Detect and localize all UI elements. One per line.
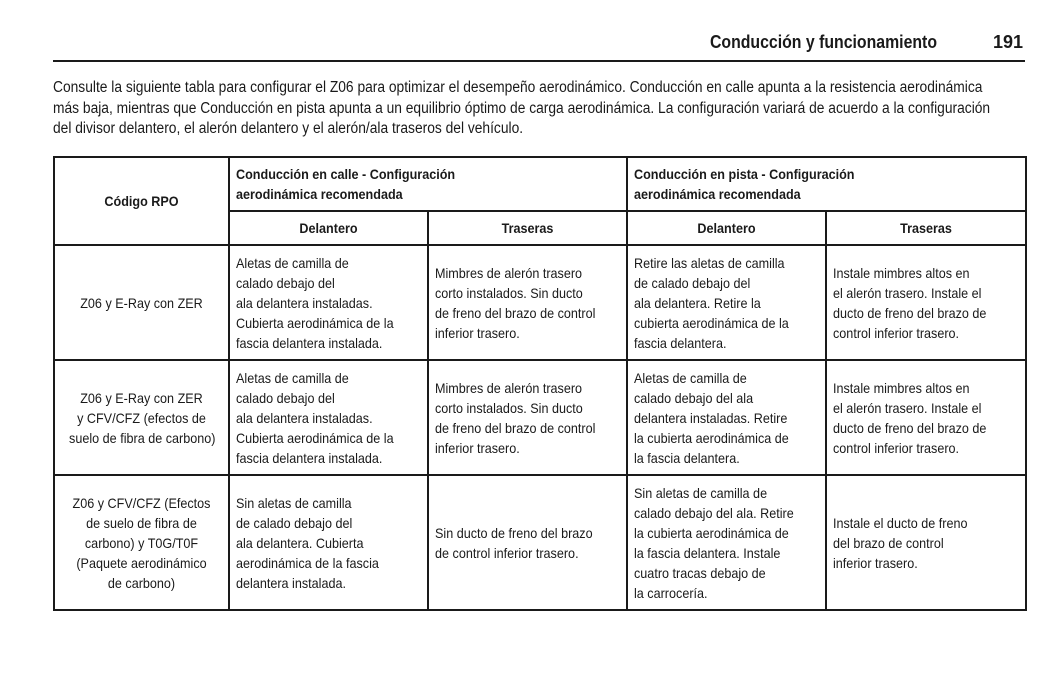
section-title: Conducción y funcionamiento	[709, 32, 937, 52]
track-header: Conducción en pista - Configuración aerodinámica recomendada	[627, 157, 1026, 211]
street-front-header: Delantero	[229, 211, 428, 245]
table-row	[54, 475, 1026, 610]
track-rear-cell: Instale el ducto de freno del brazo de control inferior trasero.	[826, 475, 1026, 610]
track-front-header: Delantero	[627, 211, 826, 245]
rpo-cell: Z06 y E-Ray con ZER	[54, 245, 229, 360]
table-row	[54, 245, 1026, 360]
intro-line: más baja, mientras que Conducción en pista apunta a un equilibrio óptimo de carga aerodinámica. La configuración variará de acuerdo a la configuración	[53, 99, 991, 117]
page-number: 191	[992, 32, 1023, 52]
street-header: Conducción en calle - Configuración aerodinámica recomendada	[229, 157, 627, 211]
track-front-cell: Aletas de camilla de calado debajo del ala delantera instaladas. Retire la cubierta aerodinámica de la fascia delantera.	[627, 360, 826, 475]
street-front-cell: Sin aletas de camilla de calado debajo del ala delantera. Cubierta aerodinámica de la fascia delantera instalada.	[229, 475, 428, 610]
street-rear-cell: Mimbres de alerón trasero corto instalados. Sin ducto de freno del brazo de control inferior trasero.	[428, 360, 627, 475]
track-rear-cell: Instale mimbres altos en el alerón trasero. Instale el ducto de freno del brazo de control inferior trasero.	[826, 360, 1026, 475]
track-front-cell: Sin aletas de camilla de calado debajo del ala. Retire la cubierta aerodinámica de la fascia delantera. Instale cuatro tracas debajo de la carrocería.	[627, 475, 826, 610]
intro-line: Consulte la siguiente tabla para configurar el Z06 para optimizar el desempeño aerodinámico. Conducción en calle apunta a la resistencia aerodinámica	[53, 79, 983, 96]
street-front-cell: Aletas de camilla de calado debajo del ala delantera instaladas. Cubierta aerodinámica de la fascia delantera instalada.	[229, 360, 428, 475]
rpo-header: Código RPO	[54, 157, 229, 245]
track-rear-header: Traseras	[826, 211, 1026, 245]
street-rear-cell: Sin ducto de freno del brazo de control inferior trasero.	[428, 475, 627, 610]
page-header	[53, 30, 1025, 62]
street-rear-header: Traseras	[428, 211, 627, 245]
street-front-cell: Aletas de camilla de calado debajo del ala delantera instaladas. Cubierta aerodinámica de la fascia delantera instalada.	[229, 245, 428, 360]
track-rear-cell: Instale mimbres altos en el alerón trasero. Instale el ducto de freno del brazo de control inferior trasero.	[826, 245, 1026, 360]
track-front-cell: Retire las aletas de camilla de calado debajo del ala delantera. Retire la cubierta aerodinámica de la fascia delantera.	[627, 245, 826, 360]
intro-line: del divisor delantero, el alerón delantero y el alerón/ala traseros del vehículo.	[53, 120, 524, 137]
rpo-cell: Z06 y CFV/CFZ (Efectos de suelo de fibra de carbono) y T0G/T0F (Paquete aerodinámico de carbono)	[54, 475, 229, 610]
aero-config-table	[53, 156, 1027, 611]
intro-paragraph	[53, 78, 1023, 140]
table-row	[54, 360, 1026, 475]
street-rear-cell: Mimbres de alerón trasero corto instalados. Sin ducto de freno del brazo de control inferior trasero.	[428, 245, 627, 360]
rpo-cell: Z06 y E-Ray con ZER y CFV/CFZ (efectos de suelo de fibra de carbono)	[54, 360, 229, 475]
